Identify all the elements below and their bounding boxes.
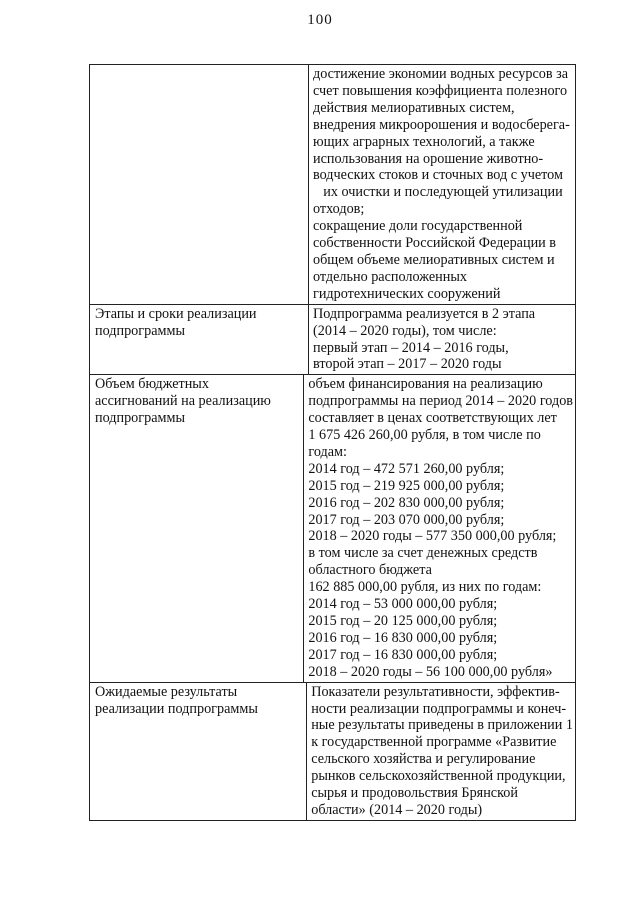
value-line: 2014 год – 53 000 000,00 рубля;: [308, 596, 498, 613]
parameter-label-cell: [90, 683, 307, 820]
value-line: ные результаты приведены в приложении 1: [311, 717, 573, 734]
value-line: годам:: [308, 443, 347, 460]
value-line: действия мелиоративных систем,: [313, 99, 515, 116]
parameter-value-cell: [307, 683, 575, 820]
label-line: Ожидаемые результаты: [95, 683, 238, 700]
parameter-label-cell: [90, 375, 304, 681]
value-line: внедрения микроорошения и водосберега-: [313, 116, 570, 133]
value-line: 2014 год – 472 571 260,00 рубля;: [308, 460, 505, 477]
value-line: отдельно расположенных: [313, 268, 467, 285]
value-line: сельского хозяйства и регулирование: [311, 751, 536, 768]
value-line: 2015 год – 20 125 000,00 рубля;: [308, 613, 498, 629]
value-line: счет повышения коэффициента полезного: [313, 82, 568, 99]
value-line: сокращение доли государственной: [313, 218, 523, 235]
value-line: областного бюджета: [308, 562, 432, 579]
value-line: общем объеме мелиоративных систем и: [313, 251, 555, 268]
value-line: достижение экономии водных ресурсов за: [313, 66, 569, 82]
value-line: водческих стоков и сточных вод с учетом: [313, 167, 563, 184]
passport-table: [89, 64, 576, 821]
value-line: первый этап – 2014 – 2016 годы,: [313, 339, 509, 356]
value-line: 2016 год – 202 830 000,00 рубля;: [308, 494, 505, 511]
label-line: подпрограммы: [95, 322, 185, 339]
value-line: сырья и продовольствия Брянской: [311, 785, 518, 802]
value-line: 2016 год – 16 830 000,00 рубля;: [308, 629, 498, 646]
value-line: Подпрограмма реализуется в 2 этапа: [313, 305, 536, 322]
value-line: 2017 год – 203 070 000,00 рубля;: [308, 511, 505, 528]
value-line: 162 885 000,00 рубля, из них по годам:: [308, 579, 542, 596]
value-line: 2018 – 2020 годы – 577 350 000,00 рубля;: [308, 528, 557, 545]
label-line: ассигнований на реализацию: [95, 393, 271, 410]
value-line: к государственной программе «Развитие: [311, 734, 557, 751]
table-row: [90, 374, 575, 681]
parameter-label-cell: [90, 65, 309, 304]
value-line: 2017 год – 16 830 000,00 рубля;: [308, 646, 498, 663]
value-line: составляет в ценах соответствующих лет: [308, 410, 557, 427]
value-line: использования на орошение животно-: [313, 150, 544, 167]
value-line: 2018 – 2020 годы – 56 100 000,00 рубля»: [308, 663, 553, 680]
parameter-value-cell: [304, 375, 575, 681]
value-line: области» (2014 – 2020 годы): [311, 801, 483, 818]
page-number: 100: [307, 12, 333, 28]
value-line: гидротехнических сооружений: [313, 285, 501, 302]
value-line: 1 675 426 260,00 рубля, в том числе по: [308, 427, 541, 444]
value-line: подпрограммы на период 2014 – 2020 годов: [308, 393, 573, 410]
label-line: Объем бюджетных: [95, 376, 209, 393]
label-line: реализации подпрограммы: [95, 700, 258, 717]
value-line: ности реализации подпрограммы и конеч-: [311, 700, 567, 717]
table-row: [90, 65, 575, 304]
table-row: [90, 682, 575, 820]
parameter-label-cell: [90, 305, 309, 375]
value-line: собственности Российской Федерации в: [313, 235, 557, 252]
value-line: рынков сельскохозяйственной продукции,: [311, 768, 566, 785]
value-line: объем финансирования на реализацию: [308, 376, 543, 393]
value-line: (2014 – 2020 годы), том числе:: [313, 322, 497, 339]
value-line: их очистки и последующей утилизации: [323, 184, 563, 201]
value-line: отходов;: [313, 201, 365, 218]
label-line: Этапы и сроки реализации: [95, 305, 257, 322]
value-line: Показатели результативности, эффектив-: [311, 683, 560, 700]
value-line: 2015 год – 219 925 000,00 рубля;: [308, 477, 505, 494]
value-line: второй этап – 2017 – 2020 годы: [313, 356, 502, 373]
table-row: [90, 304, 575, 375]
value-line: в том числе за счет денежных средств: [308, 545, 538, 562]
value-line: ющих аграрных технологий, а также: [313, 133, 535, 150]
parameter-value-cell: [309, 65, 575, 304]
label-line: подпрограммы: [95, 410, 185, 427]
parameter-value-cell: [309, 305, 575, 375]
